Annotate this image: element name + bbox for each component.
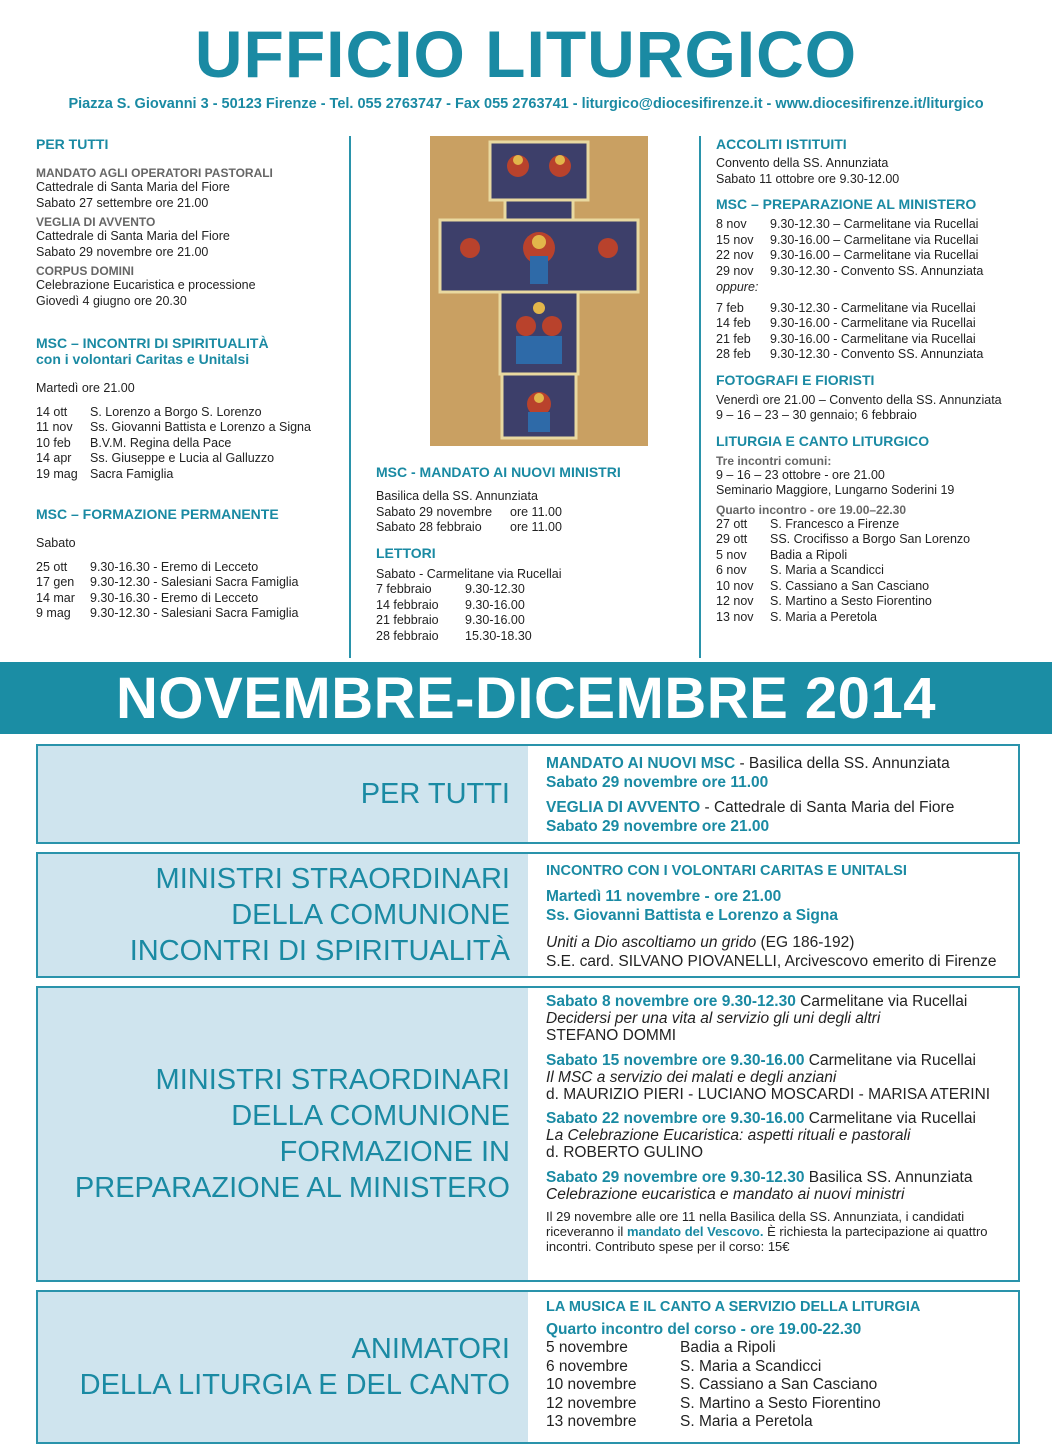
- intro-line: Sabato - Carmelitane via Rucellai: [376, 566, 562, 581]
- section-heading: FOTOGRAFI E FIORISTI: [716, 371, 875, 388]
- list-item: [546, 1169, 1010, 1203]
- event-block: [36, 215, 341, 260]
- row-place: Badia a Ripoli: [770, 547, 848, 562]
- row-place: 9.30-12.30 - Salesiani Sacra Famiglia: [90, 606, 299, 620]
- row-place: Ss. Giuseppe e Lucia al Galluzzo: [90, 451, 275, 465]
- section-title-line: PREPARAZIONE AL MINISTERO: [74, 1172, 510, 1204]
- row-date: 13 nov: [716, 609, 754, 624]
- section-heading: PER TUTTI: [36, 136, 109, 152]
- schedule-table: [716, 301, 983, 363]
- list-item: [546, 1110, 1010, 1161]
- table-row: [546, 1358, 881, 1377]
- event-line: Sabato 27 settembre ore 21.00: [36, 195, 209, 210]
- section-animatori: [36, 1290, 1020, 1444]
- row-time: 9.30-16.00: [465, 613, 525, 627]
- row-date: 12 nov: [716, 594, 754, 608]
- section-title-line: PER TUTTI: [360, 778, 510, 810]
- item-topic: Decidersi per una vita al servizio gli uni degli altri: [546, 1010, 881, 1027]
- column-left: [36, 136, 341, 622]
- event-line: Celebrazione Eucaristica e processione: [36, 278, 256, 292]
- event-line: Giovedì 4 giugno ore 20.30: [36, 293, 187, 308]
- row-date: 17 gen: [36, 575, 75, 589]
- item-topic: Celebrazione eucaristica e mandato ai nuovi ministri: [546, 1186, 905, 1203]
- row-place: S. Lorenzo a Borgo S. Lorenzo: [90, 404, 262, 419]
- item-when: Sabato 15 novembre ore 9.30-16.00: [546, 1052, 805, 1069]
- column-divider: [349, 136, 351, 658]
- table-row: [716, 233, 983, 249]
- row-date: Sabato 28 febbraio: [376, 520, 482, 534]
- item-speaker: STEFANO DOMMI: [546, 1027, 677, 1044]
- row-text: 9.30-16.00 - Carmelitane via Rucellai: [770, 331, 976, 346]
- event-line: Cattedrale di Santa Maria del Fiore: [36, 229, 230, 243]
- table-row: [716, 517, 970, 533]
- item-where: Carmelitane via Rucellai: [804, 1052, 976, 1069]
- row-date: 14 mar: [36, 590, 75, 605]
- table-row: [36, 420, 311, 436]
- section-title-line: MINISTRI STRAORDINARI: [155, 1064, 510, 1096]
- table-row: [716, 217, 983, 233]
- table-row: [716, 532, 970, 548]
- event-line: Cattedrale di Santa Maria del Fiore: [36, 180, 230, 194]
- cross-illustration: [430, 136, 648, 446]
- row-date: 28 feb: [716, 347, 751, 361]
- note-text: Il 29 novembre alle ore 11 nella Basilica della SS. Annunziata, i candidati riceveranno il: [546, 1209, 965, 1239]
- event-line: Seminario Maggiore, Lungarno Soderini 19: [716, 483, 955, 497]
- item-where: Carmelitane via Rucellai: [804, 1110, 976, 1127]
- section-title: [75, 988, 510, 1280]
- table-row: [716, 579, 970, 595]
- section-heading: MSC – FORMAZIONE PERMANENTE: [36, 506, 279, 522]
- event-date: Sabato 29 novembre ore 11.00: [546, 774, 769, 791]
- row-place: B.V.M. Regina della Pace: [90, 435, 232, 450]
- item-speaker: d. ROBERTO GULINO: [546, 1144, 704, 1161]
- event-title: MANDATO AGLI OPERATORI PASTORALI: [36, 166, 273, 180]
- row-date: 5 novembre: [546, 1339, 628, 1356]
- event-subheading: Quarto incontro del corso - ore 19.00-22.30: [546, 1320, 862, 1338]
- row-date: 11 nov: [36, 420, 73, 434]
- table-row: [36, 606, 298, 622]
- section-formazione: [36, 986, 1020, 1282]
- row-place: S. Martino a Sesto Fiorentino: [770, 594, 932, 608]
- row-date: 7 feb: [716, 300, 744, 315]
- row-date: 13 novembre: [546, 1413, 637, 1430]
- section-title: [130, 854, 510, 976]
- event-place: - Cattedrale di Santa Maria del Fiore: [700, 799, 955, 816]
- table-row: [716, 563, 970, 579]
- note-highlight: mandato del Vescovo.: [626, 1224, 764, 1239]
- section-title: [80, 1292, 510, 1442]
- table-row: [716, 316, 983, 332]
- table-row: [546, 1395, 881, 1414]
- event-name: MANDATO AI NUOVI MSC: [546, 755, 736, 772]
- row-date: 29 ott: [716, 532, 748, 546]
- event-line: Sabato 11 ottobre ore 9.30-12.00: [716, 171, 900, 186]
- section-per-tutti: [36, 744, 1020, 844]
- table-row: [36, 467, 311, 483]
- section-title-panel: [38, 746, 528, 842]
- item-when: Sabato 29 novembre ore 9.30-12.30: [546, 1169, 805, 1186]
- table-row: [716, 594, 970, 610]
- section-heading: MSC – PREPARAZIONE AL MINISTERO: [716, 196, 977, 212]
- section-subheading: con i volontari Caritas e Unitalsi: [36, 351, 250, 367]
- section-title-line: MINISTRI STRAORDINARI: [155, 863, 510, 895]
- section-content: [546, 862, 1010, 971]
- item-topic: Il MSC a servizio dei malati e degli anziani: [546, 1069, 837, 1086]
- cross-icon: [430, 136, 648, 446]
- row-date: 10 feb: [36, 435, 71, 450]
- row-text: 9.30-16.00 - Carmelitane via Rucellai: [770, 316, 976, 330]
- column-divider: [699, 136, 701, 658]
- event-place: - Basilica della SS. Annunziata: [735, 755, 950, 772]
- row-text: 9.30-12.30 - Convento SS. Annunziata: [770, 347, 984, 361]
- intro-line: Martedì ore 21.00: [36, 381, 135, 395]
- row-date: 28 febbraio: [376, 628, 439, 643]
- event-date: Martedì 11 novembre - ore 21.00: [546, 888, 782, 905]
- row-date: 19 mag: [36, 466, 78, 481]
- event-title: VEGLIA DI AVVENTO: [36, 215, 156, 229]
- row-place: S. Cassiano a San Casciano: [770, 578, 930, 593]
- item-where: Basilica SS. Annunziata: [804, 1169, 973, 1186]
- event-line: Venerdì ore 21.00 – Convento della SS. Annunziata: [716, 392, 1002, 407]
- event-title: CORPUS DOMINI: [36, 264, 135, 278]
- list-item: [546, 1052, 1010, 1103]
- table-row: [36, 591, 298, 607]
- row-date: 10 nov: [716, 578, 754, 593]
- row-date: 9 mag: [36, 606, 71, 620]
- row-date: 29 nov: [716, 263, 754, 278]
- row-date: 27 ott: [716, 516, 748, 531]
- row-date: 21 feb: [716, 331, 751, 346]
- row-time: 9.30-16.00: [465, 597, 525, 612]
- table-row: [36, 451, 311, 467]
- row-text: 9.30-12.30 – Carmelitane via Rucellai: [770, 217, 979, 231]
- row-date: 21 febbraio: [376, 613, 439, 627]
- row-date: 14 ott: [36, 404, 68, 419]
- row-date: 14 apr: [36, 451, 72, 465]
- row-text: 9.30-16.00 – Carmelitane via Rucellai: [770, 232, 979, 247]
- event-line: Convento della SS. Annunziata: [716, 156, 889, 170]
- event-line: 9 – 16 – 23 ottobre - ore 21.00: [716, 467, 885, 482]
- table-row: [376, 598, 532, 614]
- section-heading: LITURGIA E CANTO LITURGICO: [716, 432, 930, 449]
- row-date: 22 nov: [716, 248, 754, 262]
- month-banner-title: NOVEMBRE-DICEMBRE 2014: [116, 666, 936, 731]
- table-row: [36, 436, 311, 452]
- section-note: [546, 1209, 1010, 1254]
- table-row: [716, 301, 983, 317]
- row-date: 15 nov: [716, 232, 754, 247]
- section-heading: LETTORI: [376, 544, 436, 561]
- row-place: 9.30-16.30 - Eremo di Lecceto: [90, 559, 259, 574]
- event-place: Ss. Giovanni Battista e Lorenzo a Signa: [546, 907, 838, 924]
- section-title-line: DELLA COMUNIONE: [231, 1100, 510, 1132]
- row-time: ore 11.00: [510, 520, 562, 534]
- schedule-table: [36, 405, 311, 483]
- event-block: [36, 264, 341, 309]
- row-date: 25 ott: [36, 559, 68, 574]
- event-name: VEGLIA DI AVVENTO: [546, 799, 701, 816]
- subheading: Quarto incontro - ore 19.00–22.30: [716, 502, 907, 517]
- table-row: [36, 575, 298, 591]
- section-heading: MSC – INCONTRI DI SPIRITUALITÀ: [36, 335, 269, 351]
- table-row: [36, 405, 311, 421]
- row-date: 10 novembre: [546, 1376, 637, 1393]
- row-place: Badia a Ripoli: [680, 1339, 776, 1356]
- table-row: [716, 264, 983, 280]
- section-heading: ACCOLITI ISTITUITI: [716, 136, 847, 152]
- page-title: UFFICIO LITURGICO: [194, 17, 858, 91]
- section-content: [546, 993, 1010, 1254]
- schedule-table: [376, 505, 562, 536]
- table-row: [716, 347, 983, 363]
- table-row: [716, 610, 970, 626]
- event-block: [36, 166, 341, 211]
- table-row: [546, 1339, 881, 1358]
- row-text: 9.30-12.30 - Convento SS. Annunziata: [770, 263, 984, 278]
- schedule-table: [716, 517, 970, 626]
- row-place: Ss. Giovanni Battista e Lorenzo a Signa: [90, 420, 311, 434]
- row-date: Sabato 29 novembre: [376, 504, 493, 519]
- event-date: Sabato 29 novembre ore 21.00: [546, 818, 770, 835]
- note-text: È richiesta la partecipazione ai quattro incontri. Contributo spese per il corso: 15€: [546, 1224, 988, 1254]
- row-date: 12 novembre: [546, 1394, 637, 1412]
- event-reference: (EG 186-192): [756, 934, 855, 951]
- event-speaker: S.E. card. SILVANO PIOVANELLI, Arcivescovo emerito di Firenze: [546, 953, 997, 970]
- item-when: Sabato 22 novembre ore 9.30-16.00: [546, 1110, 805, 1127]
- table-row: [36, 560, 298, 576]
- contact-address: Piazza S. Giovanni 3 - 50123 Firenze - Tel. 055 2763747 - Fax 055 2763741 - liturgico@diocesifirenze.it - www.diocesifirenze.it/liturgico: [68, 96, 984, 112]
- intro-line: Sabato: [36, 536, 76, 550]
- column-right: [716, 136, 1026, 625]
- list-item: [546, 993, 1010, 1044]
- event-heading: LA MUSICA E IL CANTO A SERVIZIO DELLA LITURGIA: [546, 1299, 921, 1315]
- section-content: [546, 754, 1010, 836]
- row-date: 14 feb: [716, 316, 751, 330]
- row-place: S. Maria a Scandicci: [680, 1357, 822, 1375]
- item-where: Carmelitane via Rucellai: [795, 993, 968, 1010]
- section-title-panel: [38, 854, 528, 976]
- row-date: 14 febbraio: [376, 597, 439, 612]
- table-row: [716, 332, 983, 348]
- row-place: Sacra Famiglia: [90, 466, 174, 481]
- item-when: Sabato 8 novembre ore 9.30-12.30: [546, 993, 796, 1010]
- item-topic: La Celebrazione Eucaristica: aspetti rituali e pastorali: [546, 1127, 911, 1144]
- row-time: ore 11.00: [510, 504, 562, 519]
- row-place: S. Maria a Peretola: [770, 609, 877, 624]
- section-title-line: INCONTRI DI SPIRITUALITÀ: [129, 935, 510, 967]
- item-speaker: d. MAURIZIO PIERI - LUCIANO MOSCARDI - MARISA ATERINI: [546, 1086, 991, 1103]
- schedule-table: [376, 582, 532, 644]
- table-row: [716, 548, 970, 564]
- row-date: 8 nov: [716, 217, 747, 231]
- oppure-label: oppure:: [716, 280, 759, 294]
- table-row: [546, 1376, 881, 1395]
- row-time: 9.30-12.30: [465, 582, 525, 596]
- section-title-panel: [38, 1292, 528, 1442]
- table-row: [376, 520, 562, 536]
- table-row: [376, 629, 532, 645]
- row-time: 15.30-18.30: [465, 628, 532, 643]
- schedule-table: [546, 1339, 881, 1432]
- row-place: S. Maria a Peretola: [680, 1413, 813, 1430]
- section-heading: MSC - MANDATO AI NUOVI MINISTRI: [376, 464, 621, 480]
- section-title-panel: [38, 988, 528, 1280]
- event-line: 9 – 16 – 23 – 30 gennaio; 6 febbraio: [716, 408, 917, 422]
- row-date: 7 febbraio: [376, 582, 432, 596]
- row-place: S. Cassiano a San Casciano: [680, 1376, 878, 1393]
- row-text: 9.30-12.30 - Carmelitane via Rucellai: [770, 300, 976, 315]
- table-row: [716, 248, 983, 264]
- row-date: 5 nov: [716, 547, 747, 562]
- schedule-table: [36, 560, 298, 622]
- table-row: [546, 1413, 881, 1432]
- section-title-line: DELLA COMUNIONE: [231, 899, 510, 931]
- event-heading: INCONTRO CON I VOLONTARI CARITAS E UNITALSI: [546, 863, 907, 879]
- event-topic: Uniti a Dio ascoltiamo un grido: [546, 934, 757, 951]
- row-date: 6 novembre: [546, 1357, 628, 1375]
- section-title-line: FORMAZIONE IN: [279, 1136, 510, 1168]
- event-line: Basilica della SS. Annunziata: [376, 489, 538, 503]
- table-row: [376, 505, 562, 521]
- row-place: SS. Crocifisso a Borgo San Lorenzo: [770, 532, 971, 546]
- section-title-line: DELLA LITURGIA E DEL CANTO: [79, 1369, 510, 1401]
- column-middle: [376, 464, 686, 644]
- section-content: [546, 1298, 1010, 1432]
- section-title-line: ANIMATORI: [351, 1333, 510, 1365]
- row-place: 9.30-16.30 - Eremo di Lecceto: [90, 590, 259, 605]
- section-spiritualita: [36, 852, 1020, 978]
- row-place: S. Maria a Scandicci: [770, 563, 884, 577]
- row-place: 9.30-12.30 - Salesiani Sacra Famiglia: [90, 575, 299, 589]
- event-line: Sabato 29 novembre ore 21.00: [36, 244, 209, 259]
- section-title: [361, 746, 510, 842]
- table-row: [376, 613, 532, 629]
- row-text: 9.30-16.00 – Carmelitane via Rucellai: [770, 248, 979, 262]
- subheading: Tre incontri comuni:: [716, 453, 832, 468]
- schedule-table: [716, 217, 983, 279]
- row-place: S. Francesco a Firenze: [770, 516, 900, 531]
- row-place: S. Martino a Sesto Fiorentino: [680, 1394, 881, 1412]
- table-row: [376, 582, 532, 598]
- row-date: 6 nov: [716, 563, 747, 577]
